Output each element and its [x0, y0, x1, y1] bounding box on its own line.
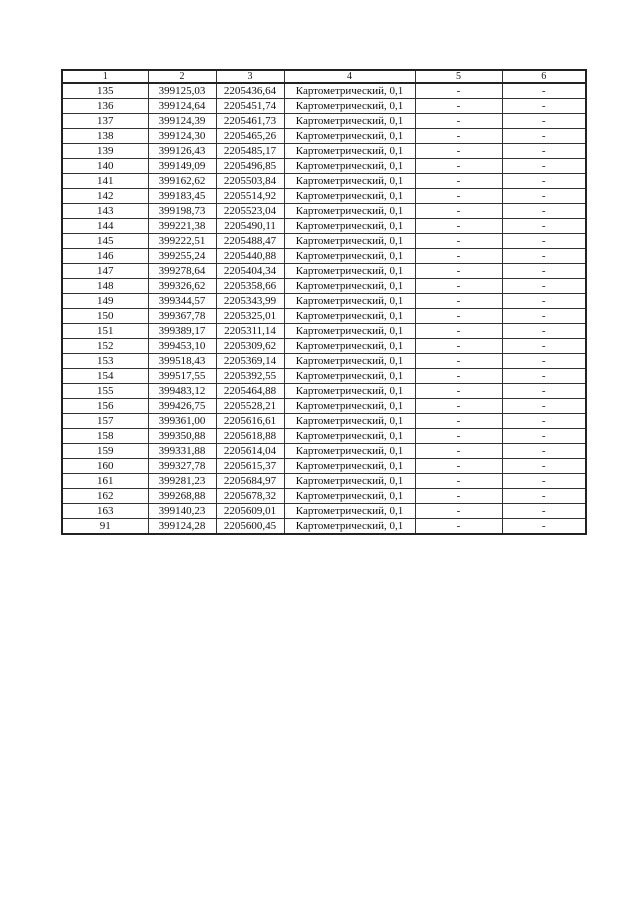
x-coordinate-cell: 399483,12 [148, 384, 216, 399]
column-header-6: 6 [502, 70, 586, 83]
x-coordinate-cell: 399124,64 [148, 99, 216, 114]
column-5-cell: - [415, 399, 502, 414]
y-coordinate-cell: 2205615,37 [216, 459, 284, 474]
method-accuracy-cell: Картометрический, 0,1 [284, 294, 415, 309]
method-accuracy-cell: Картометрический, 0,1 [284, 144, 415, 159]
x-coordinate-cell: 399198,73 [148, 204, 216, 219]
table-row [62, 324, 586, 339]
column-header-3: 3 [216, 70, 284, 83]
point-number-cell: 162 [62, 489, 148, 504]
table-body [62, 83, 586, 534]
column-5-cell: - [415, 234, 502, 249]
column-5-cell: - [415, 264, 502, 279]
column-5-cell: - [415, 219, 502, 234]
table-row [62, 369, 586, 384]
column-header-4: 4 [284, 70, 415, 83]
y-coordinate-cell: 2205392,55 [216, 369, 284, 384]
table-row [62, 489, 586, 504]
y-coordinate-cell: 2205369,14 [216, 354, 284, 369]
y-coordinate-cell: 2205404,34 [216, 264, 284, 279]
column-6-cell: - [502, 83, 586, 99]
x-coordinate-cell: 399126,43 [148, 144, 216, 159]
point-number-cell: 154 [62, 369, 148, 384]
column-5-cell: - [415, 474, 502, 489]
column-6-cell: - [502, 234, 586, 249]
table-row [62, 399, 586, 414]
y-coordinate-cell: 2205496,85 [216, 159, 284, 174]
x-coordinate-cell: 399453,10 [148, 339, 216, 354]
table-row [62, 249, 586, 264]
x-coordinate-cell: 399268,88 [148, 489, 216, 504]
x-coordinate-cell: 399367,78 [148, 309, 216, 324]
column-5-cell: - [415, 294, 502, 309]
point-number-cell: 137 [62, 114, 148, 129]
column-5-cell: - [415, 144, 502, 159]
column-5-cell: - [415, 354, 502, 369]
column-header-5: 5 [415, 70, 502, 83]
column-5-cell: - [415, 174, 502, 189]
x-coordinate-cell: 399517,55 [148, 369, 216, 384]
column-5-cell: - [415, 159, 502, 174]
column-6-cell: - [502, 219, 586, 234]
column-5-cell: - [415, 249, 502, 264]
column-6-cell: - [502, 339, 586, 354]
point-number-cell: 158 [62, 429, 148, 444]
column-5-cell: - [415, 414, 502, 429]
point-number-cell: 152 [62, 339, 148, 354]
point-number-cell: 153 [62, 354, 148, 369]
x-coordinate-cell: 399222,51 [148, 234, 216, 249]
method-accuracy-cell: Картометрический, 0,1 [284, 114, 415, 129]
column-5-cell: - [415, 444, 502, 459]
x-coordinate-cell: 399426,75 [148, 399, 216, 414]
column-6-cell: - [502, 384, 586, 399]
x-coordinate-cell: 399221,38 [148, 219, 216, 234]
y-coordinate-cell: 2205490,11 [216, 219, 284, 234]
table-row [62, 414, 586, 429]
table-row [62, 444, 586, 459]
method-accuracy-cell: Картометрический, 0,1 [284, 444, 415, 459]
column-5-cell: - [415, 204, 502, 219]
table-row [62, 159, 586, 174]
method-accuracy-cell: Картометрический, 0,1 [284, 279, 415, 294]
method-accuracy-cell: Картометрический, 0,1 [284, 459, 415, 474]
y-coordinate-cell: 2205309,62 [216, 339, 284, 354]
column-6-cell: - [502, 264, 586, 279]
y-coordinate-cell: 2205684,97 [216, 474, 284, 489]
point-number-cell: 149 [62, 294, 148, 309]
table-row [62, 504, 586, 519]
column-5-cell: - [415, 519, 502, 535]
y-coordinate-cell: 2205528,21 [216, 399, 284, 414]
point-number-cell: 146 [62, 249, 148, 264]
y-coordinate-cell: 2205485,17 [216, 144, 284, 159]
table-row [62, 174, 586, 189]
column-5-cell: - [415, 83, 502, 99]
column-6-cell: - [502, 399, 586, 414]
point-number-cell: 159 [62, 444, 148, 459]
column-6-cell: - [502, 174, 586, 189]
method-accuracy-cell: Картометрический, 0,1 [284, 219, 415, 234]
table-row [62, 219, 586, 234]
y-coordinate-cell: 2205600,45 [216, 519, 284, 535]
method-accuracy-cell: Картометрический, 0,1 [284, 354, 415, 369]
point-number-cell: 147 [62, 264, 148, 279]
column-6-cell: - [502, 159, 586, 174]
point-number-cell: 157 [62, 414, 148, 429]
table-row [62, 114, 586, 129]
column-5-cell: - [415, 99, 502, 114]
point-number-cell: 160 [62, 459, 148, 474]
x-coordinate-cell: 399389,17 [148, 324, 216, 339]
column-5-cell: - [415, 309, 502, 324]
point-number-cell: 150 [62, 309, 148, 324]
method-accuracy-cell: Картометрический, 0,1 [284, 99, 415, 114]
point-number-cell: 148 [62, 279, 148, 294]
method-accuracy-cell: Картометрический, 0,1 [284, 189, 415, 204]
y-coordinate-cell: 2205436,64 [216, 83, 284, 99]
column-5-cell: - [415, 369, 502, 384]
column-5-cell: - [415, 129, 502, 144]
table-row [62, 234, 586, 249]
method-accuracy-cell: Картометрический, 0,1 [284, 204, 415, 219]
y-coordinate-cell: 2205609,01 [216, 504, 284, 519]
method-accuracy-cell: Картометрический, 0,1 [284, 264, 415, 279]
column-6-cell: - [502, 414, 586, 429]
point-number-cell: 144 [62, 219, 148, 234]
column-6-cell: - [502, 444, 586, 459]
method-accuracy-cell: Картометрический, 0,1 [284, 399, 415, 414]
point-number-cell: 155 [62, 384, 148, 399]
column-6-cell: - [502, 504, 586, 519]
point-number-cell: 141 [62, 174, 148, 189]
y-coordinate-cell: 2205618,88 [216, 429, 284, 444]
column-6-cell: - [502, 99, 586, 114]
column-6-cell: - [502, 129, 586, 144]
header-row [62, 70, 586, 83]
column-5-cell: - [415, 429, 502, 444]
column-6-cell: - [502, 309, 586, 324]
x-coordinate-cell: 399326,62 [148, 279, 216, 294]
y-coordinate-cell: 2205465,26 [216, 129, 284, 144]
table-row [62, 429, 586, 444]
y-coordinate-cell: 2205343,99 [216, 294, 284, 309]
point-number-cell: 138 [62, 129, 148, 144]
table-row [62, 294, 586, 309]
table-row [62, 83, 586, 99]
column-5-cell: - [415, 504, 502, 519]
column-5-cell: - [415, 114, 502, 129]
column-6-cell: - [502, 429, 586, 444]
column-6-cell: - [502, 144, 586, 159]
column-6-cell: - [502, 294, 586, 309]
table-header [62, 70, 586, 83]
point-number-cell: 139 [62, 144, 148, 159]
table-row [62, 474, 586, 489]
column-5-cell: - [415, 324, 502, 339]
method-accuracy-cell: Картометрический, 0,1 [284, 384, 415, 399]
point-number-cell: 91 [62, 519, 148, 535]
method-accuracy-cell: Картометрический, 0,1 [284, 504, 415, 519]
point-number-cell: 161 [62, 474, 148, 489]
point-number-cell: 142 [62, 189, 148, 204]
column-6-cell: - [502, 279, 586, 294]
table-row [62, 339, 586, 354]
table-row [62, 204, 586, 219]
x-coordinate-cell: 399183,45 [148, 189, 216, 204]
table-row [62, 99, 586, 114]
y-coordinate-cell: 2205523,04 [216, 204, 284, 219]
x-coordinate-cell: 399327,78 [148, 459, 216, 474]
table-row [62, 459, 586, 474]
method-accuracy-cell: Картометрический, 0,1 [284, 489, 415, 504]
column-6-cell: - [502, 519, 586, 535]
column-5-cell: - [415, 489, 502, 504]
method-accuracy-cell: Картометрический, 0,1 [284, 309, 415, 324]
coordinates-table [61, 69, 587, 535]
y-coordinate-cell: 2205514,92 [216, 189, 284, 204]
table-row [62, 264, 586, 279]
column-6-cell: - [502, 324, 586, 339]
x-coordinate-cell: 399149,09 [148, 159, 216, 174]
column-5-cell: - [415, 384, 502, 399]
table-row [62, 189, 586, 204]
column-header-1: 1 [62, 70, 148, 83]
x-coordinate-cell: 399125,03 [148, 83, 216, 99]
column-5-cell: - [415, 459, 502, 474]
x-coordinate-cell: 399162,62 [148, 174, 216, 189]
point-number-cell: 151 [62, 324, 148, 339]
y-coordinate-cell: 2205358,66 [216, 279, 284, 294]
point-number-cell: 145 [62, 234, 148, 249]
column-6-cell: - [502, 189, 586, 204]
y-coordinate-cell: 2205311,14 [216, 324, 284, 339]
x-coordinate-cell: 399124,30 [148, 129, 216, 144]
y-coordinate-cell: 2205440,88 [216, 249, 284, 264]
method-accuracy-cell: Картометрический, 0,1 [284, 474, 415, 489]
x-coordinate-cell: 399344,57 [148, 294, 216, 309]
column-6-cell: - [502, 489, 586, 504]
y-coordinate-cell: 2205614,04 [216, 444, 284, 459]
x-coordinate-cell: 399140,23 [148, 504, 216, 519]
x-coordinate-cell: 399124,28 [148, 519, 216, 535]
method-accuracy-cell: Картометрический, 0,1 [284, 129, 415, 144]
method-accuracy-cell: Картометрический, 0,1 [284, 339, 415, 354]
table-row [62, 384, 586, 399]
point-number-cell: 140 [62, 159, 148, 174]
table-row [62, 279, 586, 294]
point-number-cell: 156 [62, 399, 148, 414]
y-coordinate-cell: 2205461,73 [216, 114, 284, 129]
table-row [62, 519, 586, 535]
y-coordinate-cell: 2205488,47 [216, 234, 284, 249]
table-row [62, 144, 586, 159]
point-number-cell: 136 [62, 99, 148, 114]
x-coordinate-cell: 399255,24 [148, 249, 216, 264]
method-accuracy-cell: Картометрический, 0,1 [284, 174, 415, 189]
y-coordinate-cell: 2205464,88 [216, 384, 284, 399]
x-coordinate-cell: 399124,39 [148, 114, 216, 129]
method-accuracy-cell: Картометрический, 0,1 [284, 369, 415, 384]
column-header-2: 2 [148, 70, 216, 83]
y-coordinate-cell: 2205616,61 [216, 414, 284, 429]
method-accuracy-cell: Картометрический, 0,1 [284, 249, 415, 264]
y-coordinate-cell: 2205325,01 [216, 309, 284, 324]
y-coordinate-cell: 2205451,74 [216, 99, 284, 114]
x-coordinate-cell: 399331,88 [148, 444, 216, 459]
column-6-cell: - [502, 249, 586, 264]
x-coordinate-cell: 399350,88 [148, 429, 216, 444]
x-coordinate-cell: 399278,64 [148, 264, 216, 279]
column-5-cell: - [415, 279, 502, 294]
column-6-cell: - [502, 204, 586, 219]
column-6-cell: - [502, 474, 586, 489]
method-accuracy-cell: Картометрический, 0,1 [284, 324, 415, 339]
method-accuracy-cell: Картометрический, 0,1 [284, 159, 415, 174]
table-row [62, 309, 586, 324]
column-5-cell: - [415, 189, 502, 204]
x-coordinate-cell: 399518,43 [148, 354, 216, 369]
method-accuracy-cell: Картометрический, 0,1 [284, 414, 415, 429]
table-row [62, 129, 586, 144]
column-6-cell: - [502, 354, 586, 369]
point-number-cell: 163 [62, 504, 148, 519]
column-6-cell: - [502, 114, 586, 129]
x-coordinate-cell: 399281,23 [148, 474, 216, 489]
method-accuracy-cell: Картометрический, 0,1 [284, 83, 415, 99]
y-coordinate-cell: 2205678,32 [216, 489, 284, 504]
column-6-cell: - [502, 459, 586, 474]
y-coordinate-cell: 2205503,84 [216, 174, 284, 189]
column-5-cell: - [415, 339, 502, 354]
table-row [62, 354, 586, 369]
method-accuracy-cell: Картометрический, 0,1 [284, 429, 415, 444]
method-accuracy-cell: Картометрический, 0,1 [284, 234, 415, 249]
method-accuracy-cell: Картометрический, 0,1 [284, 519, 415, 535]
x-coordinate-cell: 399361,00 [148, 414, 216, 429]
column-6-cell: - [502, 369, 586, 384]
point-number-cell: 143 [62, 204, 148, 219]
point-number-cell: 135 [62, 83, 148, 99]
